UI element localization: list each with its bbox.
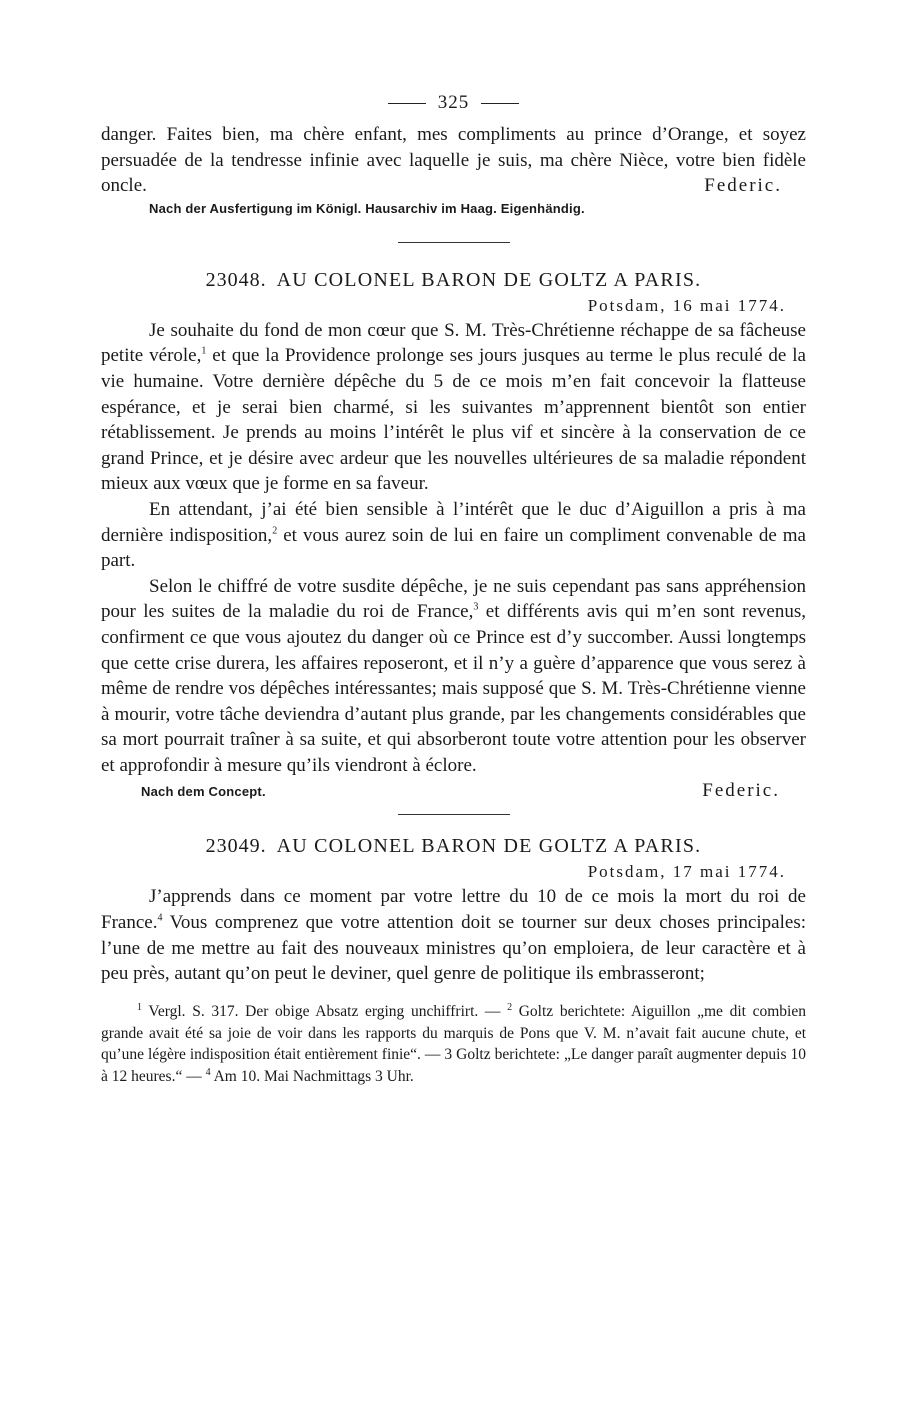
paragraph-text: Vous comprenez que votre attention doit se tourner sur deux choses principales: l’une de me mettre au fait des nouveaux ministres qu’on emploiera, de leur caractère et à peu près, autant qu’on peut le deviner, quel genre de politique ils embrasseront; xyxy=(101,912,806,985)
letter-dateline: Potsdam, 17 mai 1774. xyxy=(587,862,786,882)
letter-source-note: Nach dem Concept. xyxy=(141,784,266,800)
letter-heading xyxy=(101,269,806,292)
letter-paragraph xyxy=(101,884,806,986)
letter-signature-row xyxy=(101,780,806,802)
paragraph-text: En attendant, j’ai été bien sensible à l’intérêt que le duc d’Aiguillon a pris à ma dernière indisposition, xyxy=(101,498,806,546)
letter-paragraph xyxy=(101,318,806,497)
footnote-text: Vergl. S. 317. Der obige Absatz erging unchiffrirt. — xyxy=(142,1002,508,1020)
footnote-marker: 3 xyxy=(473,601,479,613)
footnote-text: Goltz berichtete: Aiguillon „me dit combien grande avait été sa joie de voir dans les rapports du marquis de Pons que V. M. n’avait fait aucune chute, et qu’une légère indisposition était entièrement finie“. — xyxy=(101,1002,806,1064)
continuation-paragraph xyxy=(101,122,806,199)
document-page xyxy=(101,88,806,1088)
letter-title: AU COLONEL BARON DE GOLTZ A PARIS. xyxy=(276,268,702,291)
letter-number: 23049. xyxy=(205,835,267,858)
continuation-signature: Federic. xyxy=(704,175,782,197)
footnote-marker: 1 xyxy=(201,346,207,358)
paragraph-text: J’apprends dans ce moment par votre lettre du 10 de ce mois la mort du roi de France. xyxy=(101,886,806,934)
footnote-text: Am 10. Mai Nachmittags 3 Uhr. xyxy=(210,1068,414,1086)
letter-title: AU COLONEL BARON DE GOLTZ A PARIS. xyxy=(276,835,702,858)
footnote-number: 4 xyxy=(205,1067,211,1079)
footnote-text: 3 Goltz berichtete: „Le danger paraît augmenter depuis 10 à 12 heures.“ — xyxy=(101,1046,806,1086)
footnote-marker: 4 xyxy=(157,912,163,924)
paragraph-text: et vous aurez soin de lui en faire un compliment convenable de ma part. xyxy=(101,524,806,572)
letter-paragraph xyxy=(101,574,806,779)
letter-number: 23048. xyxy=(205,268,267,291)
letter-dateline: Potsdam, 16 mai 1774. xyxy=(587,295,786,315)
letter-23049 xyxy=(101,835,806,986)
paragraph-text: Je souhaite du fond de mon cœur que S. M. Très-Chrétienne réchappe de sa fâcheuse petite vérole, xyxy=(101,319,806,367)
continuation-text: danger. Faites bien, ma chère enfant, mes compliments au prince d’Orange, et soyez persuadée de la tendresse infinie avec laquelle je suis, ma chère Nièce, votre bien fidèle oncle. xyxy=(101,124,806,197)
paragraph-text: Selon le chiffré de votre susdite dépêche, je ne suis cependant pas sans appréhension pour les suites de la maladie du roi de France, xyxy=(101,575,806,623)
page-number-dash-right xyxy=(481,103,519,104)
page-number: 325 xyxy=(437,92,470,113)
footnote-marker: 2 xyxy=(272,525,278,537)
paragraph-text: et différents avis qui m’en sont revenus, confirment ce que vous ajoutez du danger où ce Prince est d’y succomber. Aussi longtemps que cette crise durera, les affaires reposeront, et il n’y a guère d’apparence que vous serez à même de rendre vos dépêches intéressantes; mais supposé que S. M. Très-Chrétienne vienne à mourir, votre tâche deviendra d’autant plus grande, par les changements considérables que sa mort pourrait traîner à sa suite, et qui absorberont toute votre attention pour les observer et approfondir à mesure qu’ils viendront à éclore. xyxy=(101,601,806,776)
letter-signature: Federic. xyxy=(702,780,780,802)
letter-paragraph xyxy=(101,497,806,574)
footnote-number: 2 xyxy=(507,1001,513,1013)
footnotes xyxy=(101,1001,806,1088)
section-divider xyxy=(398,814,510,815)
page-number-line xyxy=(101,88,806,118)
letter-23048 xyxy=(101,269,806,803)
continuation-source-note: Nach der Ausfertigung im Königl. Hausarchiv im Haag. Eigenhändig. xyxy=(149,200,585,216)
paragraph-text: et que la Providence prolonge ses jours jusques au terme le plus reculé de la vie humaine. Votre dernière dépêche du 5 de ce mois m’en fait concevoir la flatteuse espérance, et je serai bien charmé, si les suivantes m’apprennent bientôt son entier rétablissement. Je prends au moins l’intérêt le plus vif et sincère à la conservation de ce grand Prince, et je désire avec ardeur que les nouvelles ultérieures de sa maladie répondent mieux aux vœux que je forme en sa faveur. xyxy=(101,345,806,495)
letter-heading xyxy=(101,835,806,858)
page-number-dash-left xyxy=(388,103,426,104)
section-divider xyxy=(398,242,510,243)
footnote-number: 1 xyxy=(137,1001,142,1013)
